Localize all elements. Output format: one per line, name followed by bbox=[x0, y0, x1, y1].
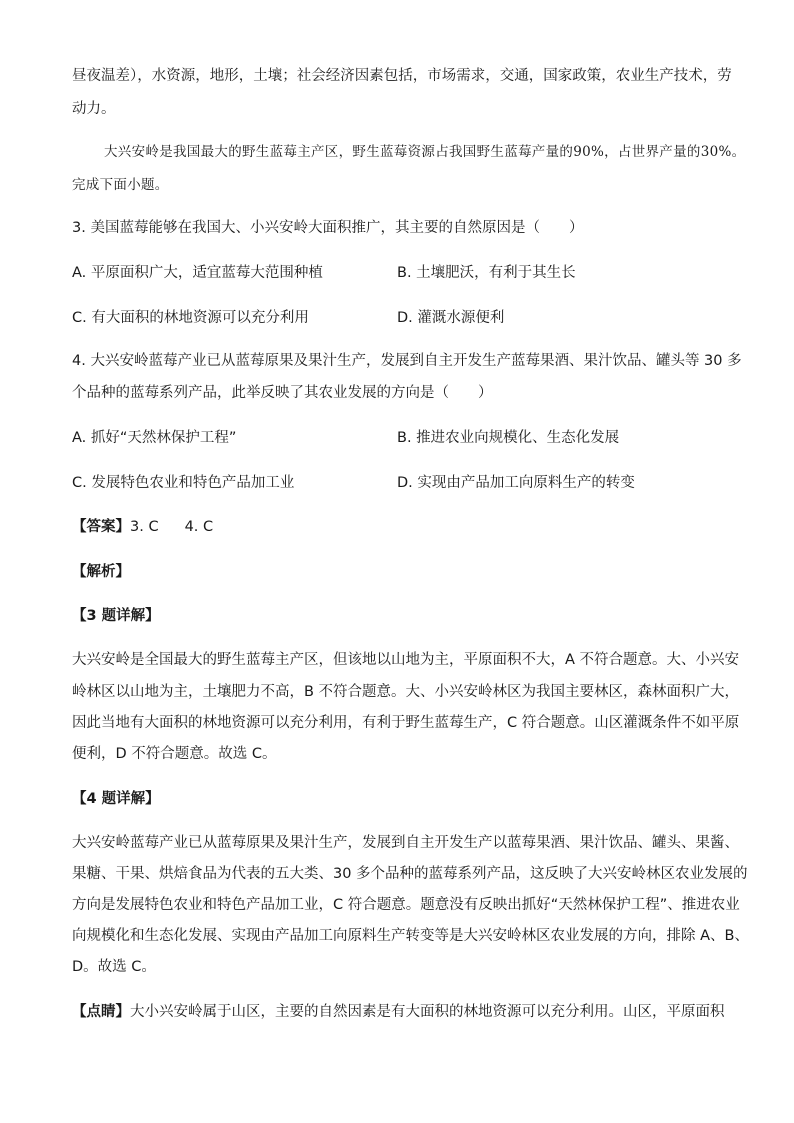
dianjing-line bbox=[72, 1002, 725, 1022]
answer-tag: 【答案】 bbox=[72, 519, 130, 535]
answer-3: 3. C bbox=[130, 519, 159, 535]
q4-option-c: C. 发展特色农业和特色产品加工业 bbox=[72, 475, 295, 491]
answer-4: 4. C bbox=[184, 519, 214, 535]
paragraph-line: 昼夜温差），水资源，地形，土壤；社会经济因素包括，市场需求，交通，国家政策，农业生产技术，劳 bbox=[72, 68, 732, 84]
detail-4-line: 向规模化和生态化发展、实现由产品加工向原料生产转变等是大兴安岭林区农业发展的方向，排除 A、B、 bbox=[72, 928, 749, 944]
intro-line: 大兴安岭是我国最大的野生蓝莓主产区，野生蓝莓资源占我国野生蓝莓产量的90%，占世界产量的30%。 bbox=[104, 144, 746, 160]
detail-4-line: 大兴安岭蓝莓产业已从蓝莓原果及果汁生产，发展到自主开发生产以蓝莓果酒、果汁饮品、罐头、果酱、 bbox=[72, 835, 739, 851]
question-4-stem: 个品种的蓝莓系列产品，此举反映了其农业发展的方向是（ ） bbox=[72, 385, 493, 401]
q3-option-b: B. 土壤肥沃，有利于其生长 bbox=[397, 265, 576, 281]
paragraph-line: 动力。 bbox=[72, 101, 116, 117]
question-4-stem: 4. 大兴安岭蓝莓产业已从蓝莓原果及果汁生产，发展到自主开发生产蓝莓果酒、果汁饮品、罐头等 30 多 bbox=[72, 353, 742, 369]
q4-option-b: B. 推进农业向规模化、生态化发展 bbox=[397, 430, 620, 446]
detail-4-line: D。故选 C。 bbox=[72, 959, 156, 975]
question-3-stem: 3. 美国蓝莓能够在我国大、小兴安岭大面积推广，其主要的自然原因是（ ） bbox=[72, 220, 584, 236]
dianjing-tag: 【点睛】 bbox=[72, 1004, 130, 1020]
detail-4-line: 方向是发展特色农业和特色产品加工业，C 符合题意。题意没有反映出抓好“天然林保护工程”、推进农业 bbox=[72, 897, 740, 913]
dianjing-text: 大小兴安岭属于山区，主要的自然因素是有大面积的林地资源可以充分利用。山区，平原面积 bbox=[130, 1004, 725, 1020]
q3-option-a: A. 平原面积广大，适宜蓝莓大范围种植 bbox=[72, 265, 323, 281]
analysis-heading: 【解析】 bbox=[72, 564, 130, 580]
q3-option-c: C. 有大面积的林地资源可以充分利用 bbox=[72, 310, 309, 326]
q4-option-a: A. 抓好“天然林保护工程” bbox=[72, 430, 237, 446]
detail-3-heading: 【3 题详解】 bbox=[72, 608, 160, 624]
detail-3-line: 便利，D 不符合题意。故选 C。 bbox=[72, 746, 277, 762]
detail-4-line: 果糖、干果、烘焙食品为代表的五大类、30 多个品种的蓝莓系列产品，这反映了大兴安岭林区农业发展的 bbox=[72, 866, 748, 882]
detail-3-line: 岭林区以山地为主，土壤肥力不高，B 不符合题意。大、小兴安岭林区为我国主要林区，森林面积广大， bbox=[72, 684, 740, 700]
detail-4-heading: 【4 题详解】 bbox=[72, 791, 160, 807]
detail-3-line: 大兴安岭是全国最大的野生蓝莓主产区，但该地以山地为主，平原面积不大，A 不符合题意。大、小兴安 bbox=[72, 652, 740, 668]
detail-3-line: 因此当地有大面积的林地资源可以充分利用，有利于野生蓝莓生产，C 符合题意。山区灌溉条件不如平原 bbox=[72, 715, 740, 731]
q4-option-d: D. 实现由产品加工向原料生产的转变 bbox=[397, 475, 635, 491]
intro-line: 完成下面小题。 bbox=[72, 177, 169, 193]
q3-option-d: D. 灌溉水源便利 bbox=[397, 310, 505, 326]
answer-line bbox=[72, 517, 213, 537]
